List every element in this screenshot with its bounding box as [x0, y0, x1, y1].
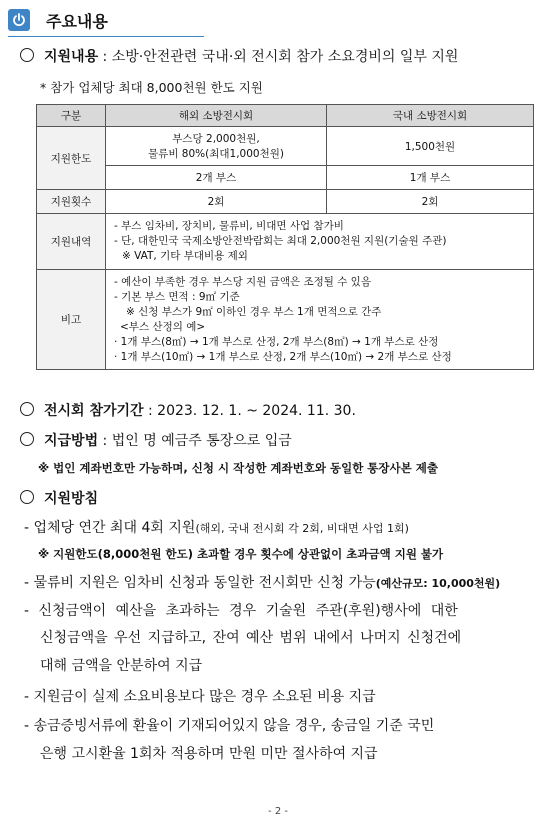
- policy-item-1-main: - 업체당 연간 최대 4회 지원: [24, 520, 196, 536]
- cell-count-overseas: 2회: [106, 190, 327, 214]
- cell-booth-overseas: 2개 부스: [106, 166, 327, 190]
- cell-limit-overseas: [106, 127, 327, 166]
- payment-text: 법인 명 예금주 통장으로 입금: [111, 433, 292, 449]
- policy-item-3-line-1: - 신청금액이 예산을 초과하는 경우 기술원 주관(후원)행사에 대한: [24, 603, 458, 619]
- page-number: - 2 -: [268, 806, 288, 817]
- period-line: [20, 400, 356, 420]
- payment-note: ※ 법인 계좌번호만 가능하며, 신청 시 작성한 계좌번호와 동일한 통장사본 제출: [38, 461, 438, 475]
- policy-item-1: [24, 517, 409, 537]
- row-label-remark: 비고: [37, 270, 106, 370]
- detail-line: ※ VAT, 기타 부대비용 제외: [122, 250, 248, 262]
- remark-line: <부스 산정의 예>: [120, 320, 206, 333]
- policy-item-5-line-2: 은행 고시환율 1회차 적용하며 만원 미만 절사하여 지급: [40, 746, 378, 762]
- cell-line: 물류비 80%(최대1,000천원): [148, 148, 284, 160]
- policy-item-5-line-1: - 송금증빙서류에 환율이 기재되어있지 않을 경우, 송금일 기준 국민: [24, 718, 435, 734]
- section-header: [4, 6, 204, 32]
- policy-label: 지원방침: [44, 491, 99, 507]
- section-title: 주요내용: [46, 12, 108, 31]
- table-header: 해외 소방전시회: [106, 105, 327, 127]
- policy-item-4: - 지원금이 실제 소요비용보다 많은 경우 소요된 비용 지급: [24, 689, 376, 705]
- policy-item-1-small: (해외, 국내 전시회 각 2회, 비대면 사업 1회): [195, 522, 409, 535]
- cell-count-domestic: 2회: [327, 190, 534, 214]
- payment-line: [20, 430, 292, 450]
- cell-remark: [106, 270, 534, 370]
- colon: :: [143, 403, 158, 419]
- policy-line: [20, 488, 98, 508]
- policy-item-2: [24, 572, 500, 592]
- colon: :: [98, 49, 112, 65]
- support-content-line: [20, 46, 458, 66]
- remark-line: · 1개 부스(8㎡) → 1개 부스로 산정, 2개 부스(8㎡) → 1개 부스로 산정: [114, 335, 439, 348]
- detail-line: - 부스 임차비, 장치비, 물류비, 비대면 사업 참가비: [114, 220, 344, 232]
- colon: :: [98, 433, 112, 449]
- section-underline: [8, 36, 204, 37]
- remark-line: - 예산이 부족한 경우 부스당 지원 금액은 조정될 수 있음: [114, 275, 371, 288]
- support-content-text: 소방·안전관련 국내·외 전시회 참가 소요경비의 일부 지원: [111, 49, 459, 65]
- policy-item-2-main: - 물류비 지원은 임차비 신청과 동일한 전시회만 신청 가능: [24, 575, 376, 591]
- policy-item-3-line-3: 대해 금액을 안분하여 지급: [40, 658, 203, 674]
- support-content-note: * 참가 업체당 최대 8,000천원 한도 지원: [40, 80, 263, 95]
- table-header: 국내 소방전시회: [327, 105, 534, 127]
- policy-item-1-note: ※ 지원한도(8,000천원 한도) 초과할 경우 횟수에 상관없이 초과금액 지원 불가: [38, 547, 444, 561]
- table-header: 구분: [37, 105, 106, 127]
- payment-label: 지급방법: [44, 433, 99, 449]
- cell-limit-domestic: 1,500천원: [327, 127, 534, 166]
- row-label-limit: 지원한도: [37, 127, 106, 190]
- circle-bullet-icon: [20, 432, 34, 446]
- power-icon: [8, 9, 30, 31]
- remark-line: · 1개 부스(10㎡) → 1개 부스로 산정, 2개 부스(10㎡) → 2개 부스로 산정: [114, 350, 452, 363]
- period-label: 전시회 참가기간: [44, 403, 144, 419]
- detail-line: - 단, 대한민국 국제소방안전박람회는 최대 2,000천원 지원(기술원 주관): [114, 235, 447, 247]
- cell-booth-domestic: 1개 부스: [327, 166, 534, 190]
- support-table: [36, 104, 534, 370]
- row-label-count: 지원횟수: [37, 190, 106, 214]
- cell-line: 부스당 2,000천원,: [172, 133, 260, 145]
- remark-line: ※ 신청 부스가 9㎡ 이하인 경우 부스 1개 면적으로 간주: [126, 305, 382, 318]
- row-label-detail: 지원내역: [37, 214, 106, 270]
- support-content-label: 지원내용: [44, 49, 99, 65]
- circle-bullet-icon: [20, 402, 34, 416]
- policy-item-3-line-2: 신청금액을 우선 지급하고, 잔여 예산 범위 내에서 나머지 신청건에: [40, 630, 462, 646]
- circle-bullet-icon: [20, 48, 34, 62]
- remark-line: - 기본 부스 면적 : 9㎡ 기준: [114, 290, 240, 303]
- policy-item-2-small: (예산규모: 10,000천원): [375, 577, 501, 590]
- period-text: 2023. 12. 1. ~ 2024. 11. 30.: [157, 403, 356, 419]
- circle-bullet-icon: [20, 490, 34, 504]
- cell-detail: [106, 214, 534, 270]
